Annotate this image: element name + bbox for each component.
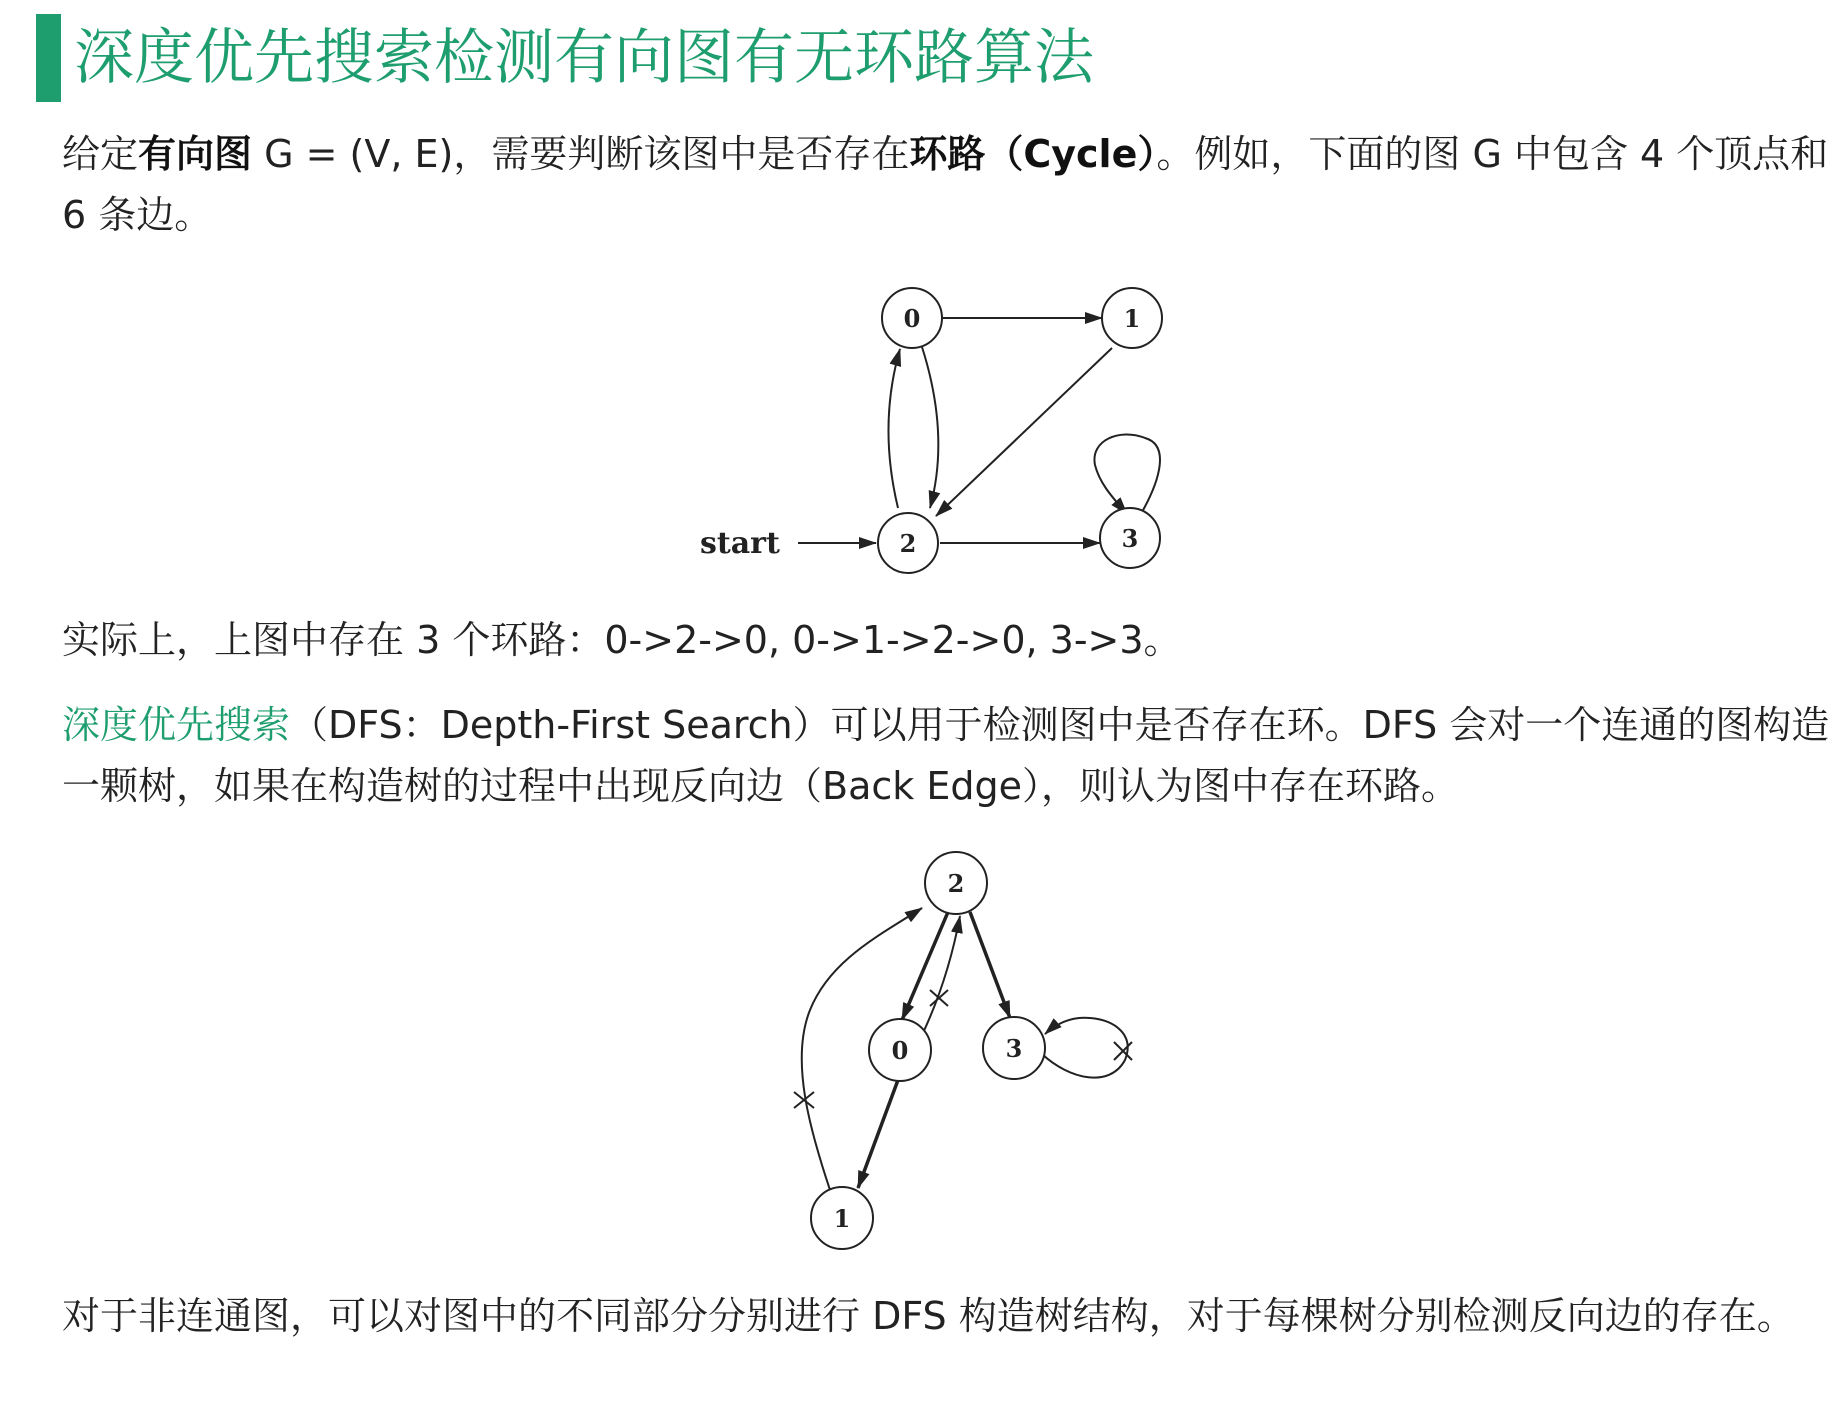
page-title: 深度优先搜索检测有向图有无环路算法: [74, 23, 1094, 93]
edge-2-0: [888, 349, 900, 508]
back-edge-0-2: [922, 916, 960, 1035]
intro-bold-cycle: 环路（Cycle）: [909, 132, 1157, 176]
tree-node-3-label: 3: [1005, 1034, 1023, 1063]
edge-1-2: [936, 348, 1112, 516]
dfs-paragraph: [62, 695, 1832, 817]
graph-node-1-label: 1: [1123, 304, 1141, 333]
dfs-paragraph-text: （DFS：Depth-First Search）可以用于检测图中是否存在环。DFS 会对一个连通的图构造一颗树，如果在构造树的过程中出现反向边（Back Edge），则认为图中存在环路。: [62, 703, 1830, 808]
edge-3-3-loop: [1094, 434, 1160, 514]
graph-node-2-label: 2: [899, 529, 917, 558]
intro-text-2: G = (V, E)，需要判断该图中是否存在: [252, 132, 910, 176]
intro-text-1: 给定: [62, 132, 139, 176]
graph-node-0-label: 0: [903, 304, 921, 333]
edge-0-2: [922, 347, 938, 508]
intro-paragraph: [62, 124, 1832, 246]
intro-bold-directed-graph: 有向图: [138, 132, 253, 176]
tree-node-1-label: 1: [833, 1204, 851, 1233]
directed-graph-figure: [690, 280, 1190, 590]
tree-node-0-label: 0: [891, 1036, 909, 1065]
dfs-link[interactable]: 深度优先搜索: [62, 703, 291, 747]
cycles-paragraph: 实际上，上图中存在 3 个环路：0->2->0, 0->1->2->0, 3->3。: [62, 618, 1182, 662]
dfs-tree-figure: [770, 840, 1190, 1270]
tree-edge-0-1: [858, 1080, 898, 1188]
start-label: start: [700, 526, 780, 561]
tree-node-2-label: 2: [947, 869, 965, 898]
tree-edge-2-0: [902, 912, 948, 1020]
title-accent-bar: [36, 14, 61, 102]
tree-edge-2-3: [970, 912, 1010, 1018]
back-edge-3-3-loop: [1042, 1018, 1128, 1078]
closing-paragraph: 对于非连通图，可以对图中的不同部分分别进行 DFS 构造树结构，对于每棵树分别检测反向边的存在。: [62, 1294, 1795, 1338]
intro-text-3: 。例如，下面的图 G 中包含 4 个顶点和 6 条边。: [62, 132, 1829, 237]
graph-node-3-label: 3: [1121, 524, 1139, 553]
